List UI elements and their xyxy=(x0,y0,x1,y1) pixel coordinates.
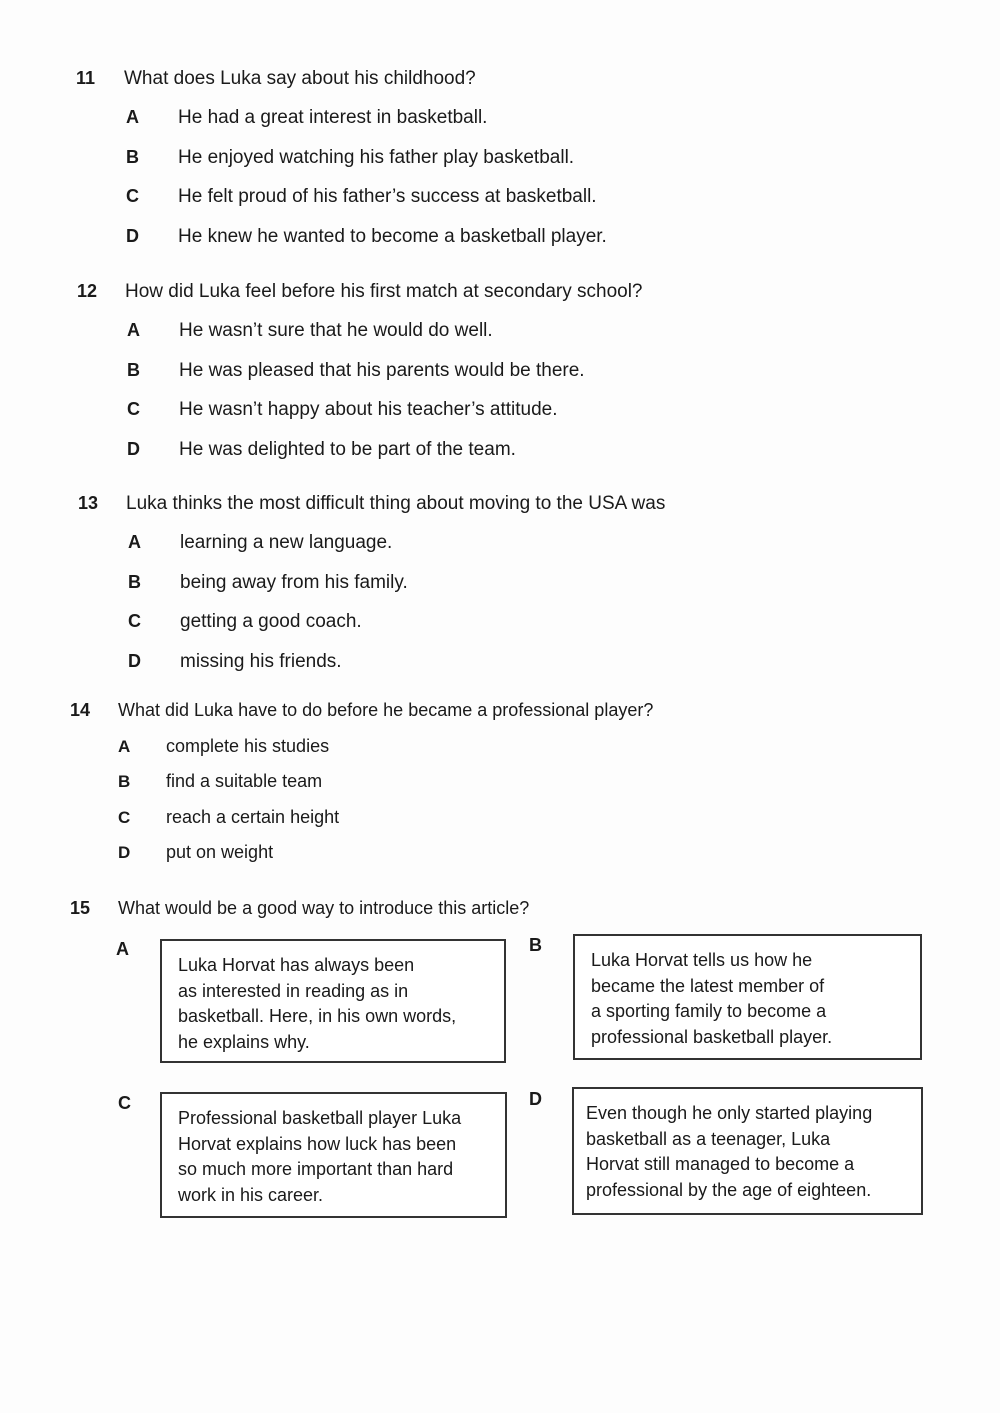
question-14 xyxy=(70,700,950,878)
question-number: 12 xyxy=(77,281,98,301)
box-line: professional basketball player. xyxy=(591,1026,833,1047)
option-letter: A xyxy=(128,531,141,552)
option-d[interactable] xyxy=(126,226,956,249)
option-text: He felt proud of his father’s success at basketball. xyxy=(178,186,597,208)
option-letter-a: A xyxy=(116,939,129,959)
question-text: What did Luka have to do before he became a professional player? xyxy=(118,700,654,720)
option-letter: B xyxy=(128,571,141,592)
option-letter: C xyxy=(126,186,139,207)
option-text: He wasn’t happy about his teacher’s attitude. xyxy=(179,399,558,421)
box-line: a sporting family to become a xyxy=(591,1001,827,1021)
box-line: as interested in reading as in xyxy=(178,980,409,1001)
option-a[interactable] xyxy=(128,532,958,555)
question-13 xyxy=(78,493,958,691)
option-text: complete his studies xyxy=(166,735,330,756)
option-d[interactable] xyxy=(118,842,950,864)
option-letter: B xyxy=(126,146,139,167)
option-text: getting a good coach. xyxy=(180,611,362,633)
box-line: basketball as a teenager, Luka xyxy=(586,1128,831,1149)
box-line: work in his career. xyxy=(178,1184,324,1205)
option-b[interactable] xyxy=(126,147,956,170)
box-line: so much more important than hard xyxy=(178,1159,454,1179)
box-line: Professional basketball player Luka xyxy=(178,1108,462,1128)
question-number: 11 xyxy=(76,68,96,88)
option-letter: C xyxy=(118,807,131,827)
box-line: professional by the age of eighteen. xyxy=(586,1179,872,1200)
box-line: Luka Horvat has always been xyxy=(178,955,415,975)
option-d[interactable] xyxy=(128,651,958,674)
option-letter: B xyxy=(118,772,131,792)
option-letter: D xyxy=(118,843,131,863)
option-box-c[interactable] xyxy=(160,1092,507,1218)
box-line: Horvat still managed to become a xyxy=(586,1154,855,1174)
option-b[interactable] xyxy=(127,360,957,383)
option-text: learning a new language. xyxy=(180,531,393,553)
option-box-d[interactable] xyxy=(572,1087,923,1215)
box-line: basketball. Here, in his own words, xyxy=(178,1006,457,1026)
option-text: He had a great interest in basketball. xyxy=(178,106,488,128)
box-line: Luka Horvat tells us how he xyxy=(591,950,813,970)
option-list xyxy=(78,532,958,674)
option-list xyxy=(76,107,956,249)
option-box-b[interactable] xyxy=(573,934,922,1060)
option-box-a[interactable] xyxy=(160,939,506,1063)
option-d[interactable] xyxy=(127,439,957,462)
option-c[interactable] xyxy=(127,399,957,422)
option-text: He enjoyed watching his father play basketball. xyxy=(178,146,575,168)
box-line: Horvat explains how luck has been xyxy=(178,1133,457,1154)
option-a[interactable] xyxy=(126,107,956,130)
option-b[interactable] xyxy=(128,572,958,595)
option-list xyxy=(70,736,950,864)
option-text: reach a certain height xyxy=(166,806,340,827)
option-letter: C xyxy=(127,399,140,420)
box-line: he explains why. xyxy=(178,1031,310,1052)
option-letter: D xyxy=(128,651,141,672)
option-letter: C xyxy=(128,611,141,632)
question-text: How did Luka feel before his first match at secondary school? xyxy=(125,281,643,302)
question-number: 15 xyxy=(70,898,91,918)
option-c[interactable] xyxy=(118,807,950,829)
option-text: He was pleased that his parents would be there. xyxy=(179,359,585,381)
option-a[interactable] xyxy=(118,736,950,758)
option-letter: A xyxy=(127,319,140,340)
option-text: put on weight xyxy=(166,842,274,863)
question-11 xyxy=(76,68,956,266)
option-letter: D xyxy=(127,439,140,460)
option-list xyxy=(77,320,957,462)
option-text: He was delighted to be part of the team. xyxy=(179,439,516,461)
question-12 xyxy=(77,281,957,479)
option-letter-b: B xyxy=(529,935,542,955)
option-text: He wasn’t sure that he would do well. xyxy=(179,319,493,341)
box-line: became the latest member of xyxy=(591,975,825,996)
question-text: What would be a good way to introduce this article? xyxy=(118,898,530,918)
question-15 xyxy=(70,898,950,920)
option-text: He knew he wanted to become a basketball player. xyxy=(178,226,607,248)
question-text: What does Luka say about his childhood? xyxy=(124,68,476,89)
option-letter: A xyxy=(126,106,139,127)
option-letter: A xyxy=(118,736,131,756)
question-text: Luka thinks the most difficult thing about moving to the USA was xyxy=(126,493,666,514)
option-text: find a suitable team xyxy=(166,771,323,792)
option-letter: D xyxy=(126,226,139,247)
option-b[interactable] xyxy=(118,771,950,793)
option-c[interactable] xyxy=(126,186,956,209)
question-number: 14 xyxy=(70,700,91,720)
option-text: being away from his family. xyxy=(180,571,408,593)
option-letter: B xyxy=(127,359,140,380)
box-line: Even though he only started playing xyxy=(586,1103,873,1123)
option-a[interactable] xyxy=(127,320,957,343)
option-text: missing his friends. xyxy=(180,651,342,673)
option-letter-c: C xyxy=(118,1093,131,1113)
option-letter-d: D xyxy=(529,1089,542,1109)
option-c[interactable] xyxy=(128,611,958,634)
question-number: 13 xyxy=(78,493,99,513)
